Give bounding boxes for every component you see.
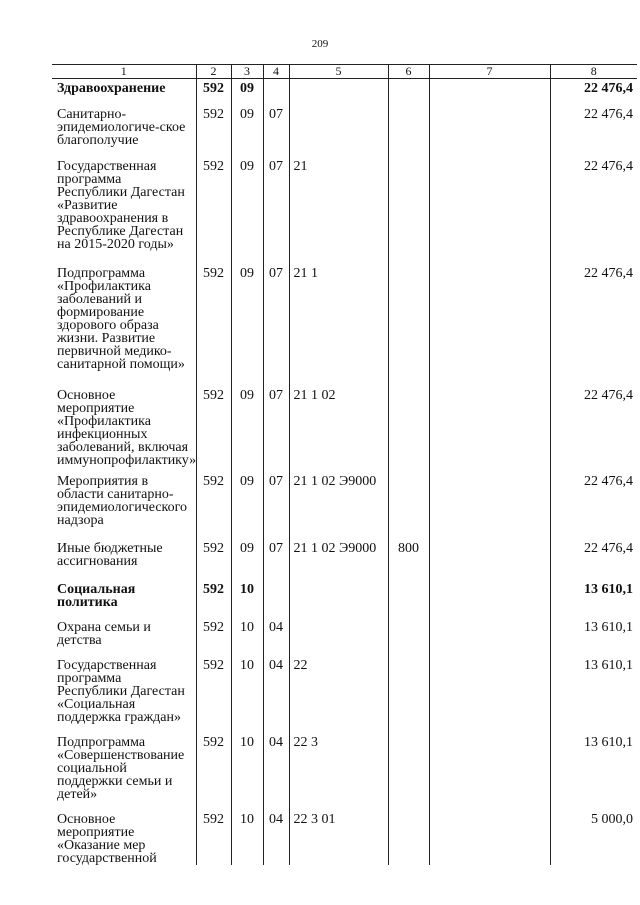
expense-type-cell xyxy=(388,810,429,865)
section-cell: 10 xyxy=(231,656,263,733)
column-7-cell xyxy=(429,472,550,539)
expense-type-cell xyxy=(388,264,429,386)
amount-cell: 13 610,1 xyxy=(550,656,637,733)
amount-cell: 13 610,1 xyxy=(550,618,637,656)
section-cell: 10 xyxy=(231,580,263,618)
subsection-cell: 07 xyxy=(263,472,289,539)
section-cell: 09 xyxy=(231,386,263,472)
row-name-cell: Подпрограмма «Совершенствование социальной поддержки семьи и детей» xyxy=(52,733,196,810)
subsection-cell: 04 xyxy=(263,656,289,733)
admin-code-cell: 592 xyxy=(196,472,231,539)
column-7-cell xyxy=(429,79,550,105)
amount-cell: 5 000,0 xyxy=(550,810,637,865)
row-name-cell: Подпрограмма «Профилактика заболеваний и формирование здорового образа жизни. Развитие первичной медико-санитарной помощи» xyxy=(52,264,196,386)
admin-code-cell: 592 xyxy=(196,656,231,733)
row-name-cell: Санитарно-эпидемиологиче-ское благополучие xyxy=(52,105,196,157)
row-name-cell: Основное мероприятие «Профилактика инфекционных заболеваний, включая иммунопрофилактику» xyxy=(52,386,196,472)
column-7-cell xyxy=(429,618,550,656)
column-header: 5 xyxy=(289,65,388,79)
subsection-cell xyxy=(263,79,289,105)
subsection-cell: 07 xyxy=(263,539,289,580)
section-cell: 09 xyxy=(231,539,263,580)
column-7-cell xyxy=(429,105,550,157)
column-7-cell xyxy=(429,580,550,618)
column-7-cell xyxy=(429,810,550,865)
column-7-cell xyxy=(429,386,550,472)
subsection-cell: 07 xyxy=(263,386,289,472)
target-article-cell: 21 xyxy=(289,157,388,264)
target-article-cell xyxy=(289,618,388,656)
section-cell: 10 xyxy=(231,618,263,656)
expense-type-cell xyxy=(388,105,429,157)
amount-cell: 22 476,4 xyxy=(550,79,637,105)
target-article-cell: 22 xyxy=(289,656,388,733)
row-name-cell: Основное мероприятие «Оказание мер государственной xyxy=(52,810,196,865)
table-row xyxy=(52,157,637,264)
budget-table xyxy=(52,64,637,865)
expense-type-cell xyxy=(388,733,429,810)
target-article-cell xyxy=(289,79,388,105)
row-name-cell: Государственная программа Республики Дагестан «Развитие здравоохранения в Республике Дагестан на 2015-2020 годы» xyxy=(52,157,196,264)
table-row xyxy=(52,472,637,539)
column-header: 4 xyxy=(263,65,289,79)
target-article-cell xyxy=(289,580,388,618)
column-7-cell xyxy=(429,157,550,264)
section-cell: 10 xyxy=(231,733,263,810)
amount-cell: 13 610,1 xyxy=(550,580,637,618)
amount-cell: 22 476,4 xyxy=(550,157,637,264)
column-7-cell xyxy=(429,264,550,386)
section-cell: 09 xyxy=(231,105,263,157)
table-row xyxy=(52,618,637,656)
section-cell: 09 xyxy=(231,472,263,539)
admin-code-cell: 592 xyxy=(196,810,231,865)
column-header: 8 xyxy=(550,65,637,79)
admin-code-cell: 592 xyxy=(196,580,231,618)
row-name-cell: Иные бюджетные ассигнования xyxy=(52,539,196,580)
expense-type-cell xyxy=(388,656,429,733)
target-article-cell: 21 1 02 Э9000 xyxy=(289,472,388,539)
subsection-cell: 04 xyxy=(263,733,289,810)
target-article-cell xyxy=(289,105,388,157)
column-header: 3 xyxy=(231,65,263,79)
admin-code-cell: 592 xyxy=(196,157,231,264)
section-cell: 09 xyxy=(231,79,263,105)
column-7-cell xyxy=(429,656,550,733)
subsection-cell: 07 xyxy=(263,105,289,157)
column-header: 2 xyxy=(196,65,231,79)
expense-type-cell xyxy=(388,618,429,656)
admin-code-cell: 592 xyxy=(196,264,231,386)
column-header: 7 xyxy=(429,65,550,79)
table-row xyxy=(52,264,637,386)
subsection-cell: 04 xyxy=(263,618,289,656)
target-article-cell: 21 1 02 Э9000 xyxy=(289,539,388,580)
section-cell: 09 xyxy=(231,264,263,386)
subsection-cell: 04 xyxy=(263,810,289,865)
admin-code-cell: 592 xyxy=(196,386,231,472)
table-row xyxy=(52,580,637,618)
expense-type-cell xyxy=(388,386,429,472)
target-article-cell: 21 1 xyxy=(289,264,388,386)
expense-type-cell xyxy=(388,472,429,539)
row-name-cell: Охрана семьи и детства xyxy=(52,618,196,656)
column-header: 1 xyxy=(52,65,196,79)
target-article-cell: 21 1 02 xyxy=(289,386,388,472)
header-row xyxy=(52,65,637,79)
page-number: 209 xyxy=(311,38,329,50)
table-body xyxy=(52,79,637,865)
expense-type-cell xyxy=(388,79,429,105)
table-row xyxy=(52,79,637,105)
expense-type-cell xyxy=(388,580,429,618)
expense-type-cell xyxy=(388,157,429,264)
section-cell: 10 xyxy=(231,810,263,865)
row-name-cell: Мероприятия в области санитарно-эпидемиологического надзора xyxy=(52,472,196,539)
amount-cell: 22 476,4 xyxy=(550,105,637,157)
subsection-cell: 07 xyxy=(263,264,289,386)
table-row xyxy=(52,539,637,580)
target-article-cell: 22 3 01 xyxy=(289,810,388,865)
column-7-cell xyxy=(429,539,550,580)
subsection-cell xyxy=(263,580,289,618)
amount-cell: 22 476,4 xyxy=(550,264,637,386)
amount-cell: 22 476,4 xyxy=(550,386,637,472)
admin-code-cell: 592 xyxy=(196,539,231,580)
column-header: 6 xyxy=(388,65,429,79)
column-7-cell xyxy=(429,733,550,810)
table-row xyxy=(52,105,637,157)
table-row xyxy=(52,733,637,810)
amount-cell: 22 476,4 xyxy=(550,472,637,539)
row-name-cell: Социальная политика xyxy=(52,580,196,618)
row-name-cell: Здравоохранение xyxy=(52,79,196,105)
row-name-cell: Государственная программа Республики Дагестан «Социальная поддержка граждан» xyxy=(52,656,196,733)
admin-code-cell: 592 xyxy=(196,733,231,810)
amount-cell: 13 610,1 xyxy=(550,733,637,810)
admin-code-cell: 592 xyxy=(196,618,231,656)
table-row xyxy=(52,656,637,733)
amount-cell: 22 476,4 xyxy=(550,539,637,580)
subsection-cell: 07 xyxy=(263,157,289,264)
admin-code-cell: 592 xyxy=(196,79,231,105)
admin-code-cell: 592 xyxy=(196,105,231,157)
table-row xyxy=(52,810,637,865)
section-cell: 09 xyxy=(231,157,263,264)
target-article-cell: 22 3 xyxy=(289,733,388,810)
expense-type-cell: 800 xyxy=(388,539,429,580)
table-row xyxy=(52,386,637,472)
